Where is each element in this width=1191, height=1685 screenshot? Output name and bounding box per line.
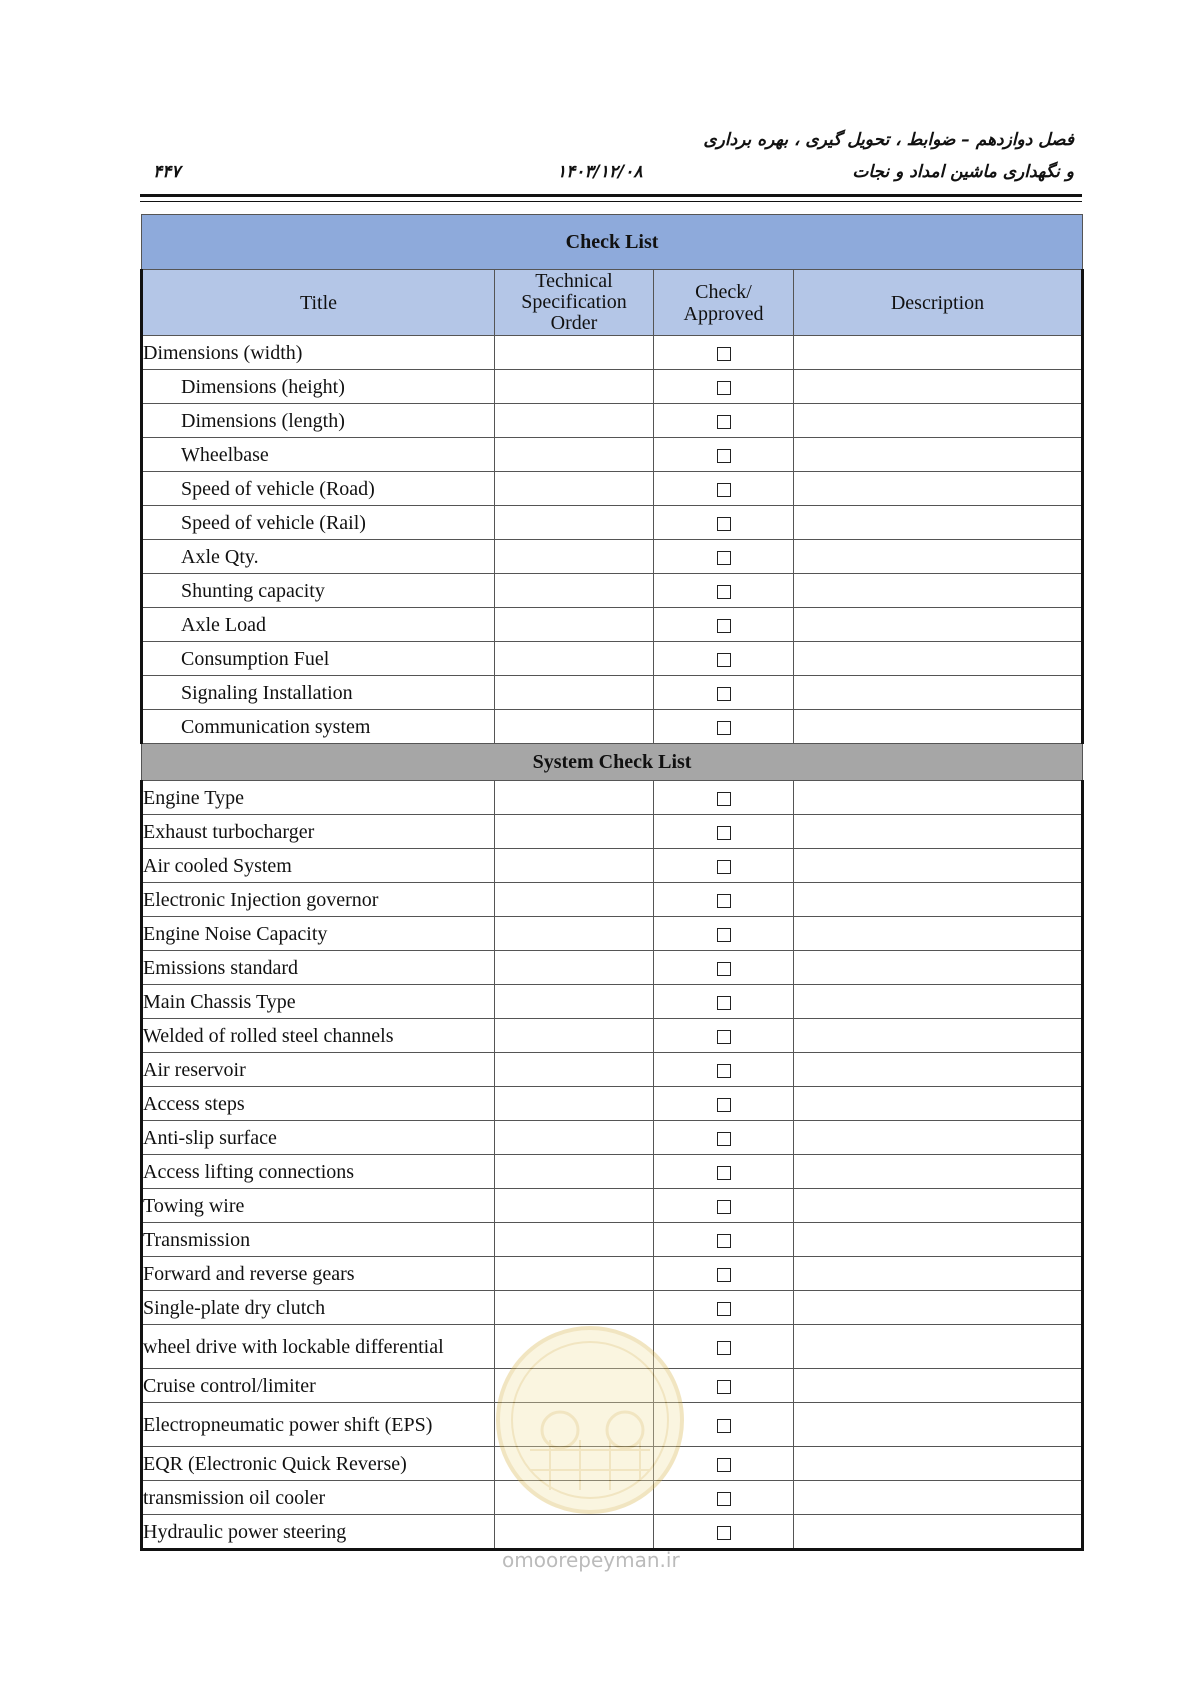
table-row — [142, 676, 1083, 710]
item-title: Transmission — [142, 1223, 495, 1257]
check-approved-cell — [654, 951, 794, 985]
table-row — [142, 1369, 1083, 1403]
check-header-line2: Approved — [683, 302, 764, 325]
check-approved-cell — [654, 472, 794, 506]
check-approved-cell — [654, 540, 794, 574]
spec-order-cell[interactable] — [495, 1325, 654, 1369]
description-cell[interactable] — [794, 1087, 1083, 1121]
item-title: Main Chassis Type — [142, 985, 495, 1019]
spec-order-cell[interactable] — [495, 506, 654, 540]
checkbox[interactable] — [717, 1030, 731, 1044]
check-approved-cell — [654, 404, 794, 438]
checkbox[interactable] — [717, 1166, 731, 1180]
table-row — [142, 951, 1083, 985]
item-title: Axle Load — [142, 608, 495, 642]
item-title: Engine Noise Capacity — [142, 917, 495, 951]
description-cell[interactable] — [794, 574, 1083, 608]
checkbox[interactable] — [717, 1380, 731, 1394]
description-cell[interactable] — [794, 404, 1083, 438]
check-approved-cell — [654, 506, 794, 540]
item-title: Access lifting connections — [142, 1155, 495, 1189]
check-list-table — [140, 214, 1084, 1551]
item-title: transmission oil cooler — [142, 1481, 495, 1515]
spec-order-cell[interactable] — [495, 1481, 654, 1515]
spec-order-cell[interactable] — [495, 781, 654, 815]
checkbox[interactable] — [717, 826, 731, 840]
check-approved-cell — [654, 676, 794, 710]
item-title: Dimensions (length) — [142, 404, 495, 438]
spec-order-cell[interactable] — [495, 883, 654, 917]
check-approved-cell — [654, 336, 794, 370]
table-row — [142, 1189, 1083, 1223]
item-title: Wheelbase — [142, 438, 495, 472]
item-title: Single-plate dry clutch — [142, 1291, 495, 1325]
spec-order-cell[interactable] — [495, 849, 654, 883]
description-cell[interactable] — [794, 336, 1083, 370]
checkbox[interactable] — [717, 619, 731, 633]
item-title: Communication system — [142, 710, 495, 744]
table-row — [142, 849, 1083, 883]
check-approved-cell — [654, 985, 794, 1019]
spec-order-cell[interactable] — [495, 1447, 654, 1481]
description-cell[interactable] — [794, 1019, 1083, 1053]
description-cell[interactable] — [794, 676, 1083, 710]
checkbox[interactable] — [717, 894, 731, 908]
description-cell[interactable] — [794, 951, 1083, 985]
description-cell[interactable] — [794, 642, 1083, 676]
item-title: Speed of vehicle (Road) — [142, 472, 495, 506]
checkbox[interactable] — [717, 721, 731, 735]
checkbox[interactable] — [717, 962, 731, 976]
checkbox[interactable] — [717, 551, 731, 565]
table-row — [142, 1223, 1083, 1257]
checkbox[interactable] — [717, 1132, 731, 1146]
spec-order-cell[interactable] — [495, 815, 654, 849]
description-cell[interactable] — [794, 1403, 1083, 1447]
column-header-title: Title — [142, 270, 495, 336]
check-approved-cell — [654, 849, 794, 883]
table-row — [142, 1155, 1083, 1189]
checkbox[interactable] — [717, 792, 731, 806]
description-cell[interactable] — [794, 506, 1083, 540]
description-cell[interactable] — [794, 1189, 1083, 1223]
item-title: Cruise control/limiter — [142, 1369, 495, 1403]
check-approved-cell — [654, 438, 794, 472]
table-row — [142, 506, 1083, 540]
spec-order-cell[interactable] — [495, 1189, 654, 1223]
spec-order-cell[interactable] — [495, 1053, 654, 1087]
spec-order-cell[interactable] — [495, 472, 654, 506]
checkbox[interactable] — [717, 653, 731, 667]
item-title: Towing wire — [142, 1189, 495, 1223]
item-title: Exhaust turbocharger — [142, 815, 495, 849]
checkbox[interactable] — [717, 449, 731, 463]
table-title-row — [142, 215, 1083, 270]
spec-header-line1: Technical — [535, 270, 613, 292]
spec-order-cell[interactable] — [495, 676, 654, 710]
description-cell[interactable] — [794, 540, 1083, 574]
table-row — [142, 370, 1083, 404]
check-approved-cell — [654, 1189, 794, 1223]
spec-order-cell[interactable] — [495, 1257, 654, 1291]
check-approved-cell — [654, 883, 794, 917]
item-title: Engine Type — [142, 781, 495, 815]
table-row — [142, 336, 1083, 370]
checkbox[interactable] — [717, 1341, 731, 1355]
description-cell[interactable] — [794, 1325, 1083, 1369]
spec-order-cell[interactable] — [495, 951, 654, 985]
checkbox[interactable] — [717, 687, 731, 701]
section-title: System Check List — [142, 744, 1083, 781]
check-approved-cell — [654, 1447, 794, 1481]
description-cell[interactable] — [794, 710, 1083, 744]
checkbox[interactable] — [717, 1064, 731, 1078]
check-approved-cell — [654, 370, 794, 404]
spec-order-cell[interactable] — [495, 710, 654, 744]
checkbox[interactable] — [717, 1098, 731, 1112]
watermark-url: omoorepeyman.ir — [502, 1548, 680, 1572]
table-row — [142, 472, 1083, 506]
spec-order-cell[interactable] — [495, 540, 654, 574]
description-cell[interactable] — [794, 1155, 1083, 1189]
checkbox[interactable] — [717, 996, 731, 1010]
spec-order-cell[interactable] — [495, 574, 654, 608]
document-date: ۱۴۰۳/۱۲/۰۸ — [557, 162, 643, 182]
checkbox[interactable] — [717, 347, 731, 361]
check-approved-cell — [654, 710, 794, 744]
table-row — [142, 1291, 1083, 1325]
table-row — [142, 540, 1083, 574]
page-number: ۴۴۷ — [153, 162, 181, 182]
description-cell[interactable] — [794, 1223, 1083, 1257]
spec-order-cell[interactable] — [495, 1019, 654, 1053]
checkbox[interactable] — [717, 483, 731, 497]
check-approved-cell — [654, 1155, 794, 1189]
spec-order-cell[interactable] — [495, 1223, 654, 1257]
table-header-row — [142, 270, 1083, 336]
table-row — [142, 917, 1083, 951]
spec-order-cell[interactable] — [495, 1087, 654, 1121]
checkbox[interactable] — [717, 1492, 731, 1506]
column-header-check-approved — [654, 270, 794, 336]
item-title: Shunting capacity — [142, 574, 495, 608]
table-title: Check List — [142, 215, 1083, 270]
spec-order-cell[interactable] — [495, 985, 654, 1019]
item-title: Speed of vehicle (Rail) — [142, 506, 495, 540]
spec-order-cell[interactable] — [495, 1515, 654, 1550]
table-row — [142, 1087, 1083, 1121]
header-rule-thin — [140, 201, 1082, 202]
check-approved-cell — [654, 815, 794, 849]
spec-order-cell[interactable] — [495, 917, 654, 951]
check-approved-cell — [654, 1019, 794, 1053]
table-row — [142, 608, 1083, 642]
checkbox[interactable] — [717, 381, 731, 395]
table-row — [142, 1121, 1083, 1155]
table-row — [142, 1515, 1083, 1550]
chapter-title: فصل دوازدهم – ضوابط ، تحویل گیری ، بهره برداری — [703, 130, 1074, 150]
description-cell[interactable] — [794, 815, 1083, 849]
check-approved-cell — [654, 642, 794, 676]
description-cell[interactable] — [794, 1369, 1083, 1403]
description-cell[interactable] — [794, 1447, 1083, 1481]
description-cell[interactable] — [794, 1515, 1083, 1550]
table-row — [142, 1481, 1083, 1515]
item-title: Signaling Installation — [142, 676, 495, 710]
checkbox[interactable] — [717, 517, 731, 531]
table-row — [142, 1053, 1083, 1087]
checkbox[interactable] — [717, 860, 731, 874]
item-title: Electropneumatic power shift (EPS) — [142, 1403, 495, 1447]
description-cell[interactable] — [794, 849, 1083, 883]
check-approved-cell — [654, 1087, 794, 1121]
table-row — [142, 404, 1083, 438]
table-row — [142, 1447, 1083, 1481]
description-cell[interactable] — [794, 1121, 1083, 1155]
table-row — [142, 438, 1083, 472]
item-title: Dimensions (width) — [142, 336, 495, 370]
checkbox[interactable] — [717, 415, 731, 429]
spec-order-cell[interactable] — [495, 1121, 654, 1155]
table-row — [142, 985, 1083, 1019]
check-approved-cell — [654, 1481, 794, 1515]
item-title: Dimensions (height) — [142, 370, 495, 404]
description-cell[interactable] — [794, 1053, 1083, 1087]
check-approved-cell — [654, 1515, 794, 1550]
spec-order-cell[interactable] — [495, 370, 654, 404]
description-cell[interactable] — [794, 472, 1083, 506]
checkbox[interactable] — [717, 928, 731, 942]
spec-order-cell[interactable] — [495, 438, 654, 472]
item-title: Air cooled System — [142, 849, 495, 883]
description-cell[interactable] — [794, 917, 1083, 951]
spec-order-cell[interactable] — [495, 1403, 654, 1447]
chapter-subtitle: و نگهداری ماشین امداد و نجات — [852, 162, 1074, 182]
check-header-line1: Check/ — [695, 280, 752, 303]
description-cell[interactable] — [794, 608, 1083, 642]
checkbox[interactable] — [717, 1234, 731, 1248]
spec-order-cell[interactable] — [495, 1155, 654, 1189]
description-cell[interactable] — [794, 985, 1083, 1019]
item-title: Consumption Fuel — [142, 642, 495, 676]
check-approved-cell — [654, 917, 794, 951]
description-cell[interactable] — [794, 1257, 1083, 1291]
item-title: EQR (Electronic Quick Reverse) — [142, 1447, 495, 1481]
check-approved-cell — [654, 574, 794, 608]
checkbox[interactable] — [717, 585, 731, 599]
check-approved-cell — [654, 1053, 794, 1087]
check-approved-cell — [654, 608, 794, 642]
checkbox[interactable] — [717, 1200, 731, 1214]
table-row — [142, 642, 1083, 676]
item-title: Welded of rolled steel channels — [142, 1019, 495, 1053]
item-title: Axle Qty. — [142, 540, 495, 574]
description-cell[interactable] — [794, 1291, 1083, 1325]
section-header-row — [142, 744, 1083, 781]
item-title: Anti-slip surface — [142, 1121, 495, 1155]
check-approved-cell — [654, 1291, 794, 1325]
spec-order-cell[interactable] — [495, 336, 654, 370]
description-cell[interactable] — [794, 883, 1083, 917]
table-row — [142, 1325, 1083, 1369]
table-row — [142, 781, 1083, 815]
spec-order-cell[interactable] — [495, 1369, 654, 1403]
check-approved-cell — [654, 1369, 794, 1403]
check-approved-cell — [654, 781, 794, 815]
header-rule-thick — [140, 194, 1082, 197]
item-title: Access steps — [142, 1087, 495, 1121]
item-title: Air reservoir — [142, 1053, 495, 1087]
check-approved-cell — [654, 1257, 794, 1291]
spec-order-cell[interactable] — [495, 642, 654, 676]
checkbox[interactable] — [717, 1458, 731, 1472]
check-approved-cell — [654, 1403, 794, 1447]
spec-order-cell[interactable] — [495, 404, 654, 438]
spec-header-line2: Specification — [521, 291, 627, 313]
table-row — [142, 1257, 1083, 1291]
table-row — [142, 883, 1083, 917]
table-row — [142, 815, 1083, 849]
table-row — [142, 710, 1083, 744]
checkbox[interactable] — [717, 1268, 731, 1282]
check-approved-cell — [654, 1223, 794, 1257]
item-title: Forward and reverse gears — [142, 1257, 495, 1291]
check-approved-cell — [654, 1121, 794, 1155]
description-cell[interactable] — [794, 781, 1083, 815]
description-cell[interactable] — [794, 438, 1083, 472]
description-cell[interactable] — [794, 1481, 1083, 1515]
item-title: Emissions standard — [142, 951, 495, 985]
column-header-spec-order — [495, 270, 654, 336]
spec-header-line3: Order — [550, 312, 598, 334]
checkbox[interactable] — [717, 1302, 731, 1316]
item-title: Electronic Injection governor — [142, 883, 495, 917]
table-row — [142, 1019, 1083, 1053]
checkbox[interactable] — [717, 1526, 731, 1540]
checkbox[interactable] — [717, 1419, 731, 1433]
spec-order-cell[interactable] — [495, 1291, 654, 1325]
item-title: Hydraulic power steering — [142, 1515, 495, 1550]
table-row — [142, 574, 1083, 608]
check-approved-cell — [654, 1325, 794, 1369]
column-header-description: Description — [794, 270, 1083, 336]
table-row — [142, 1403, 1083, 1447]
item-title: wheel drive with lockable differential — [142, 1325, 495, 1369]
description-cell[interactable] — [794, 370, 1083, 404]
spec-order-cell[interactable] — [495, 608, 654, 642]
